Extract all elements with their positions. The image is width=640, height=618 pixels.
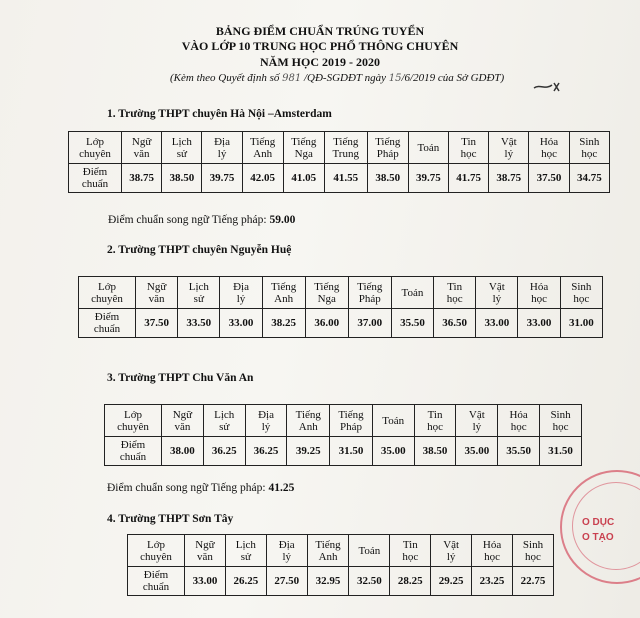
row-label-class-text: Lớp bbox=[85, 135, 105, 148]
subject-header-cell bbox=[178, 277, 220, 309]
subject-name: Tiếng bbox=[357, 280, 383, 293]
subject-name: Toán bbox=[401, 286, 424, 299]
subject-name: Trung bbox=[332, 147, 359, 160]
subject-header-cell bbox=[349, 535, 390, 567]
subject-name: Anh bbox=[253, 147, 273, 160]
subject-name: Địa bbox=[214, 135, 230, 148]
subject-header-cell bbox=[540, 405, 582, 437]
subject-name: Sinh bbox=[579, 135, 600, 148]
score-cell: 38.50 bbox=[367, 164, 408, 193]
score-cell: 35.50 bbox=[391, 309, 433, 338]
score-cell: 38.00 bbox=[162, 437, 204, 466]
subject-name: học bbox=[581, 147, 598, 160]
row-label-score bbox=[69, 164, 122, 193]
subject-name: Nga bbox=[294, 147, 313, 160]
score-cell: 26.25 bbox=[225, 567, 266, 596]
decision-reference bbox=[170, 72, 504, 84]
subject-name: Tin bbox=[427, 408, 443, 421]
score-cell: 35.50 bbox=[498, 437, 540, 466]
row-label-score-text: Điểm bbox=[94, 311, 120, 323]
subject-name: học bbox=[510, 420, 527, 433]
row-label-class-text: chuyên bbox=[117, 420, 149, 433]
score-cell: 29.25 bbox=[431, 567, 472, 596]
subject-name: sử bbox=[240, 550, 251, 563]
subject-name: Toán bbox=[417, 141, 440, 154]
subject-name: Địa bbox=[278, 538, 295, 551]
score-cell: 36.25 bbox=[203, 437, 245, 466]
subject-header-cell bbox=[569, 132, 609, 164]
school-3-bilingual-note bbox=[107, 482, 294, 494]
row-label-class-text: Lớp bbox=[123, 408, 143, 421]
subject-name: Tiếng bbox=[315, 538, 341, 551]
subject-name: Vật bbox=[488, 280, 505, 293]
subject-header-cell bbox=[518, 277, 560, 309]
subject-name: học bbox=[460, 147, 477, 160]
score-row bbox=[69, 164, 610, 193]
note-value: 59.00 bbox=[269, 214, 296, 226]
subject-name: Tin bbox=[461, 135, 477, 148]
subject-header-row bbox=[105, 405, 582, 437]
subject-name: Lịch bbox=[235, 538, 256, 551]
subject-header-cell bbox=[560, 277, 602, 309]
subject-name: Vật bbox=[443, 538, 460, 551]
score-row bbox=[79, 309, 603, 338]
subject-header-cell bbox=[203, 405, 245, 437]
decision-number-handwritten: 981 bbox=[282, 73, 302, 84]
score-cell: 33.00 bbox=[185, 567, 226, 596]
subject-name: văn bbox=[197, 550, 213, 563]
note-value: 41.25 bbox=[268, 482, 295, 494]
score-cell: 28.25 bbox=[390, 567, 431, 596]
subject-name: Pháp bbox=[358, 292, 381, 305]
subject-header-cell bbox=[136, 277, 178, 309]
row-label-score-text: Điểm bbox=[143, 569, 169, 581]
subject-header-row bbox=[69, 132, 610, 164]
score-cell: 35.00 bbox=[372, 437, 414, 466]
row-label-class bbox=[69, 132, 122, 164]
subject-header-cell bbox=[307, 535, 349, 567]
subject-name: Hóa bbox=[529, 280, 549, 293]
subject-header-cell bbox=[262, 277, 305, 309]
score-cell: 27.50 bbox=[266, 567, 307, 596]
subject-name: Hóa bbox=[509, 408, 528, 421]
score-cell: 22.75 bbox=[512, 567, 553, 596]
subject-name: Tiếng bbox=[338, 408, 364, 421]
subject-name: Toán bbox=[382, 414, 405, 427]
score-cell: 37.50 bbox=[529, 164, 569, 193]
subject-name: Ngữ bbox=[172, 408, 193, 421]
score-cell: 36.00 bbox=[305, 309, 348, 338]
score-cell: 39.25 bbox=[287, 437, 330, 466]
school-3-heading: 3. Trường THPT Chu Văn An bbox=[107, 372, 254, 384]
score-cell: 38.50 bbox=[162, 164, 202, 193]
subject-name: Ngữ bbox=[131, 135, 152, 148]
subject-name: học bbox=[573, 292, 590, 305]
pen-mark-icon bbox=[532, 80, 562, 94]
subject-name: Lịch bbox=[188, 280, 209, 293]
subject-name: Tiếng bbox=[314, 280, 340, 293]
row-label-score-text: chuẩn bbox=[119, 451, 147, 463]
row-label-class bbox=[79, 277, 136, 309]
subject-header-cell bbox=[367, 132, 408, 164]
subject-name: Địa bbox=[233, 280, 249, 293]
subject-name: lý bbox=[261, 420, 271, 433]
subject-name: Ngữ bbox=[146, 280, 167, 293]
note-label: Điểm chuẩn song ngữ Tiếng pháp: bbox=[107, 482, 269, 494]
score-cell: 42.05 bbox=[242, 164, 283, 193]
subject-name: học bbox=[446, 292, 463, 305]
subject-name: lý bbox=[282, 550, 291, 563]
subject-header-cell bbox=[434, 277, 476, 309]
score-cell: 33.00 bbox=[518, 309, 560, 338]
decision-date-handwritten: 15 bbox=[388, 73, 402, 84]
subject-name: Toán bbox=[358, 544, 381, 557]
subject-name: Tiếng bbox=[271, 280, 297, 293]
seal-text-line2: O TẠO bbox=[582, 532, 614, 543]
score-cell: 31.50 bbox=[330, 437, 373, 466]
row-label-score bbox=[128, 567, 185, 596]
score-cell: 33.00 bbox=[476, 309, 518, 338]
subject-name: Sinh bbox=[571, 280, 592, 293]
subject-name: học bbox=[427, 420, 443, 433]
subject-header-cell bbox=[408, 132, 448, 164]
subject-name: học bbox=[402, 550, 419, 563]
score-cell: 36.25 bbox=[245, 437, 287, 466]
score-cell: 41.55 bbox=[324, 164, 367, 193]
subject-name: Tin bbox=[402, 538, 418, 551]
subject-header-cell bbox=[283, 132, 324, 164]
subject-name: Pháp bbox=[376, 147, 399, 160]
school-4-score-table bbox=[127, 534, 554, 596]
row-label-class-text: chuyên bbox=[79, 147, 111, 160]
subject-name: văn bbox=[133, 147, 150, 160]
subject-name: Sinh bbox=[550, 408, 571, 421]
subject-name: Hóa bbox=[482, 538, 502, 551]
score-cell: 23.25 bbox=[472, 567, 513, 596]
subject-header-cell bbox=[324, 132, 367, 164]
score-cell: 36.50 bbox=[434, 309, 476, 338]
subject-name: học bbox=[531, 292, 547, 305]
subject-name: Hóa bbox=[539, 135, 559, 148]
score-row bbox=[128, 567, 554, 596]
score-row bbox=[105, 437, 582, 466]
seal-text-line1: O DỤC bbox=[582, 517, 615, 528]
subject-name: văn bbox=[174, 420, 191, 433]
subject-name: học bbox=[484, 550, 500, 563]
subject-header-cell bbox=[225, 535, 266, 567]
school-2-heading: 2. Trường THPT chuyên Nguyễn Huệ bbox=[107, 244, 292, 256]
score-cell: 39.75 bbox=[202, 164, 242, 193]
subject-header-cell bbox=[305, 277, 348, 309]
subject-header-cell bbox=[242, 132, 283, 164]
subject-header-cell bbox=[391, 277, 433, 309]
row-label-score-text: Điểm bbox=[82, 166, 108, 178]
school-2-score-table bbox=[78, 276, 603, 338]
subject-name: Vật bbox=[468, 408, 485, 421]
row-label-class-text: Lớp bbox=[97, 280, 117, 293]
subject-name: Anh bbox=[298, 420, 318, 433]
row-label-class bbox=[128, 535, 185, 567]
subject-header-cell bbox=[489, 132, 529, 164]
subject-header-cell bbox=[431, 535, 472, 567]
row-label-class-text: chuyên bbox=[140, 550, 172, 563]
subject-name: Tiếng bbox=[333, 135, 359, 148]
subject-header-cell bbox=[390, 535, 431, 567]
subject-name: Tiếng bbox=[291, 135, 317, 148]
subject-header-cell bbox=[220, 277, 262, 309]
subject-header-cell bbox=[456, 405, 498, 437]
score-cell: 38.75 bbox=[489, 164, 529, 193]
row-label-class-text: chuyên bbox=[91, 292, 123, 305]
score-cell: 33.00 bbox=[220, 309, 262, 338]
school-1-heading: 1. Trường THPT chuyên Hà Nội –Amsterdam bbox=[107, 108, 332, 120]
doc-title-line2: VÀO LỚP 10 TRUNG HỌC PHỔ THÔNG CHUYÊN bbox=[181, 39, 459, 53]
subject-header-cell bbox=[414, 405, 456, 437]
subject-header-row bbox=[128, 535, 554, 567]
row-label-class-text: Lớp bbox=[146, 538, 166, 551]
doc-title-line1: BẢNG ĐIỂM CHUẨN TRÚNG TUYỂN bbox=[215, 24, 425, 38]
subject-header-cell bbox=[162, 405, 204, 437]
subject-name: Pháp bbox=[339, 420, 362, 433]
row-label-class bbox=[105, 405, 162, 437]
score-cell: 37.50 bbox=[136, 309, 178, 338]
subject-name: lý bbox=[236, 292, 246, 305]
subject-header-cell bbox=[472, 535, 513, 567]
row-label-score bbox=[105, 437, 162, 466]
subject-name: Lịch bbox=[171, 135, 192, 148]
row-label-score-text: chuẩn bbox=[81, 178, 109, 190]
score-cell: 41.05 bbox=[283, 164, 324, 193]
subject-header-cell bbox=[330, 405, 373, 437]
row-label-score-text: chuẩn bbox=[93, 323, 121, 335]
score-cell: 32.95 bbox=[307, 567, 349, 596]
subject-header-cell bbox=[185, 535, 226, 567]
score-cell: 39.75 bbox=[408, 164, 448, 193]
score-cell: 31.50 bbox=[540, 437, 582, 466]
subject-header-cell bbox=[372, 405, 414, 437]
subject-name: Anh bbox=[274, 292, 294, 305]
subject-header-cell bbox=[162, 132, 202, 164]
subject-name: lý bbox=[446, 550, 456, 563]
subject-name: Tiếng bbox=[250, 135, 276, 148]
subject-name: Ngữ bbox=[195, 538, 215, 551]
subject-name: Nga bbox=[317, 292, 336, 305]
school-3-score-table bbox=[104, 404, 582, 466]
subject-header-cell bbox=[512, 535, 553, 567]
subject-header-cell bbox=[287, 405, 330, 437]
score-cell: 35.00 bbox=[456, 437, 498, 466]
subject-header-cell bbox=[498, 405, 540, 437]
subject-name: Tiếng bbox=[295, 408, 321, 421]
school-4-heading: 4. Trường THPT Sơn Tây bbox=[107, 513, 234, 525]
school-1-bilingual-note bbox=[108, 214, 295, 226]
score-cell: 31.00 bbox=[560, 309, 602, 338]
subject-header-cell bbox=[122, 132, 162, 164]
subject-header-cell bbox=[476, 277, 518, 309]
decision-text-b: /QĐ-SGDĐT ngày bbox=[301, 72, 389, 84]
score-cell: 37.00 bbox=[348, 309, 391, 338]
subject-name: lý bbox=[217, 147, 227, 160]
subject-header-cell bbox=[245, 405, 287, 437]
subject-name: Anh bbox=[318, 550, 338, 563]
subject-name: Tin bbox=[447, 280, 463, 293]
subject-name: lý bbox=[492, 292, 502, 305]
score-cell: 32.50 bbox=[349, 567, 390, 596]
subject-name: học bbox=[552, 420, 569, 433]
subject-name: văn bbox=[148, 292, 165, 305]
subject-name: lý bbox=[472, 420, 482, 433]
subject-name: Địa bbox=[258, 408, 274, 421]
subject-header-cell bbox=[348, 277, 391, 309]
decision-text-a: (Kèm theo Quyết định số bbox=[170, 72, 283, 84]
note-label: Điểm chuẩn song ngữ Tiếng pháp: bbox=[108, 214, 270, 226]
subject-header-row bbox=[79, 277, 603, 309]
subject-header-cell bbox=[448, 132, 488, 164]
subject-name: lý bbox=[504, 147, 514, 160]
row-label-score bbox=[79, 309, 136, 338]
score-cell: 34.75 bbox=[569, 164, 609, 193]
subject-name: Sinh bbox=[522, 538, 544, 551]
subject-name: sử bbox=[193, 292, 204, 305]
subject-header-cell bbox=[529, 132, 569, 164]
doc-title-line3: NĂM HỌC 2019 - 2020 bbox=[260, 55, 380, 69]
subject-name: Vật bbox=[500, 135, 517, 148]
score-cell: 38.75 bbox=[122, 164, 162, 193]
subject-name: học bbox=[541, 147, 557, 160]
subject-header-cell bbox=[266, 535, 307, 567]
score-cell: 33.50 bbox=[178, 309, 220, 338]
subject-name: Tiếng bbox=[375, 135, 401, 148]
row-label-score-text: chuẩn bbox=[142, 581, 170, 593]
row-label-score-text: Điểm bbox=[120, 439, 146, 451]
score-cell: 41.75 bbox=[448, 164, 488, 193]
score-cell: 38.50 bbox=[414, 437, 456, 466]
score-cell: 38.25 bbox=[262, 309, 305, 338]
subject-name: sử bbox=[176, 147, 187, 160]
subject-header-cell bbox=[202, 132, 242, 164]
school-1-score-table bbox=[68, 131, 610, 193]
decision-text-c: /6/2019 của Sở GDĐT) bbox=[401, 72, 505, 84]
subject-name: Lịch bbox=[214, 408, 235, 421]
subject-name: học bbox=[525, 550, 541, 563]
subject-name: sử bbox=[219, 420, 230, 433]
